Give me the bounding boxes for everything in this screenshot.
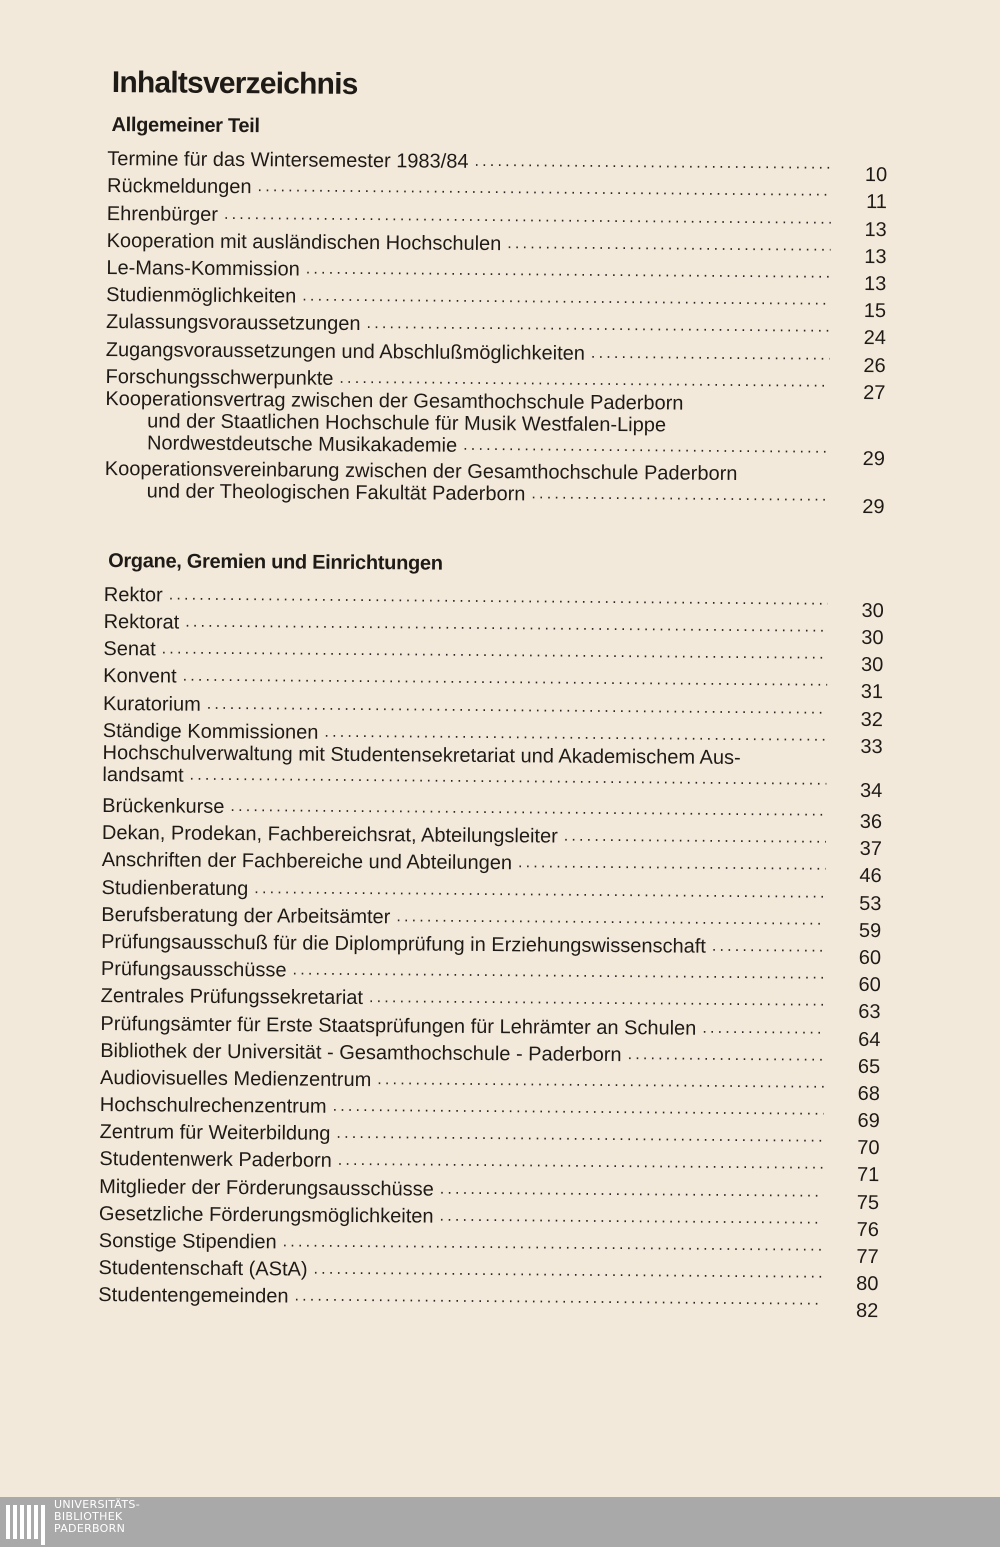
page-number: 70 (857, 1137, 880, 1160)
page-number: 63 (858, 1001, 881, 1024)
dot-leader (367, 313, 831, 339)
toc-entry-label: Nordwestdeutsche Musikakademie (146, 432, 458, 457)
toc-entry-label: und der Staatlichen Hochschule für Musik Westfalen-Lippe (147, 410, 667, 437)
toc-entry-label: Berufsberatung der Arbeitsämter (101, 903, 391, 928)
page-number: 30 (860, 654, 884, 677)
dot-leader (283, 1231, 823, 1257)
dot-leader (507, 233, 830, 258)
page-number: 30 (861, 599, 884, 622)
toc-entry-label: Rückmeldungen (106, 175, 252, 199)
toc-entry-label: und der Theologischen Fakultät Paderborn (146, 480, 526, 505)
dot-leader (333, 1096, 824, 1122)
toc-entry-label: Prüfungsausschüsse (100, 958, 287, 982)
page-number: 53 (859, 892, 882, 915)
toc-entry-label: Zulassungsvoraussetzungen (105, 311, 361, 336)
page-number: 36 (859, 810, 883, 834)
dot-leader (439, 1205, 823, 1230)
dot-leader (336, 1123, 823, 1149)
dot-leader (702, 1017, 824, 1040)
toc-entry-label: Brückenkurse (102, 794, 225, 818)
toc-entry-label: Studienmöglichkeiten (106, 284, 297, 308)
toc-entry-label: Le-Mans-Kommission (106, 256, 300, 281)
library-bars-icon (4, 1499, 48, 1545)
page-number: 80 (856, 1273, 879, 1296)
page-number: 15 (863, 300, 887, 323)
page-number: 11 (866, 191, 888, 214)
dot-leader (292, 960, 824, 986)
toc-entry-label: Anschriften der Fachbereiche und Abteilungen (101, 849, 513, 875)
page-number: 64 (858, 1028, 881, 1051)
library-name-line: PADERBORN (54, 1522, 126, 1535)
page-number: 24 (863, 327, 886, 350)
page-number: 37 (859, 838, 882, 861)
dot-leader (254, 878, 825, 904)
toc-entry-label: Ständige Kommissionen (102, 719, 319, 744)
toc-entry (104, 457, 885, 518)
page-number: 77 (856, 1245, 879, 1269)
dot-leader (628, 1044, 825, 1068)
dot-leader (190, 764, 827, 791)
toc-entry-label: Hochschulrechenzentrum (99, 1094, 327, 1118)
dot-leader (531, 483, 828, 507)
page-number: 10 (864, 164, 888, 187)
toc-entry-label: Sonstige Stipendien (98, 1229, 277, 1254)
toc-entry-label: Studentenschaft (AStA) (98, 1257, 308, 1281)
library-name (54, 1499, 140, 1535)
dot-leader (257, 177, 831, 204)
section-heading: Organe, Gremien und Einrichtungen (108, 549, 443, 575)
page-number: 68 (857, 1082, 881, 1105)
toc-entry-label: Prüfungsausschuß für die Diplomprüfung in Erziehungswissenschaft (101, 930, 706, 958)
dot-leader (377, 1069, 824, 1095)
page-title: Inhaltsverzeichnis (111, 66, 358, 101)
toc-entry-label: Mitglieder der Förderungsausschüsse (99, 1175, 434, 1201)
page-number: 46 (859, 865, 882, 888)
toc-entry-label: Zentrum für Weiterbildung (99, 1121, 331, 1146)
dot-leader (591, 342, 830, 366)
page-number: 29 (862, 447, 886, 470)
toc-entry-label: Zentrales Prüfungssekretariat (100, 985, 364, 1010)
toc-entry-label: Kooperationsvereinbarung zwischen der Gesamthochschule Paderborn (104, 457, 738, 485)
library-name-line: BIBLIOTHEK (54, 1510, 123, 1523)
dot-leader (338, 1150, 824, 1176)
toc-entry-label: Audiovisuelles Medienzentrum (99, 1066, 372, 1091)
toc-sections (98, 114, 888, 1323)
section-heading: Allgemeiner Teil (111, 114, 260, 138)
page-number: 26 (863, 354, 886, 377)
toc-entry-label: Dekan, Prodekan, Fachbereichsrat, Abteilungsleiter (101, 822, 558, 848)
dot-leader (518, 853, 826, 877)
toc-entry-label: Kuratorium (102, 692, 201, 716)
dot-leader (313, 1259, 822, 1285)
toc-entry-label: Kooperationsvertrag zwischen der Gesamthochschule Paderborn (105, 387, 684, 415)
dot-leader (396, 906, 825, 931)
toc-entry-label: Gesetzliche Förderungsmöglichkeiten (98, 1202, 434, 1228)
dot-leader (440, 1178, 824, 1203)
table-of-contents (98, 66, 888, 1360)
toc-entry-label: Rektor (103, 583, 163, 607)
page-number: 27 (863, 381, 886, 404)
page-number: 30 (861, 626, 884, 650)
toc-entry (105, 387, 886, 470)
toc-entry-label: Konvent (103, 665, 177, 688)
dot-leader (564, 826, 826, 850)
toc-entry-label: Zugangsvoraussetzungen und Abschlußmöglichkeiten (105, 338, 586, 365)
toc-entry-label: Forschungsschwerpunkte (105, 365, 334, 390)
dot-leader (369, 987, 825, 1013)
toc-entry-label: Hochschulverwaltung mit Studentensekretariat und Akademischem Aus- (102, 741, 741, 769)
toc-entry-label: Bibliothek der Universität - Gesamthochschule - Paderborn (100, 1039, 622, 1066)
dot-leader (306, 258, 831, 284)
dot-leader (712, 936, 825, 959)
page-number: 60 (858, 946, 882, 970)
toc-entry-label: Rektorat (103, 611, 180, 634)
page-number: 32 (860, 708, 883, 731)
page-number: 29 (862, 495, 885, 518)
page-number: 31 (860, 681, 884, 704)
toc-entry-label: Ehrenbürger (106, 202, 219, 226)
page-number: 71 (856, 1164, 880, 1187)
toc-entry-label: Studentenwerk Paderborn (99, 1148, 332, 1173)
page-number: 13 (864, 218, 887, 241)
library-footer-bar (0, 1497, 1000, 1547)
dot-leader (230, 796, 826, 823)
page-number: 60 (858, 974, 881, 997)
page-number: 82 (855, 1300, 879, 1323)
toc-entry-label: Studienberatung (101, 876, 249, 900)
toc-entry-label: landsamt (102, 763, 184, 787)
page-number: 76 (856, 1218, 879, 1241)
page-number: 59 (858, 919, 882, 942)
dot-leader (463, 434, 829, 459)
library-name-line: UNIVERSITÄTS- (54, 1498, 140, 1511)
page-number: 75 (856, 1191, 880, 1214)
toc-entry-label: Termine für das Wintersemester 1983/84 (107, 148, 469, 174)
page-number: 69 (857, 1109, 880, 1133)
toc-entry-label: Studentengemeinden (98, 1284, 289, 1308)
page-number: 13 (863, 272, 887, 296)
page-number: 33 (860, 735, 883, 758)
dot-leader (302, 286, 830, 312)
page-number: 65 (857, 1055, 881, 1078)
dot-leader (294, 1286, 822, 1312)
page-number: 13 (864, 245, 887, 268)
dot-leader (474, 151, 831, 176)
toc-entry-label: Kooperation mit ausländischen Hochschulen (106, 229, 502, 255)
toc-entry-label: Prüfungsämter für Erste Staatsprüfungen für Lehrämter an Schulen (100, 1012, 697, 1040)
toc-section (98, 549, 884, 1323)
toc-entry-label: Senat (103, 638, 156, 661)
page-number: 34 (859, 779, 883, 802)
toc-entry (102, 741, 883, 802)
toc-section (104, 114, 888, 518)
